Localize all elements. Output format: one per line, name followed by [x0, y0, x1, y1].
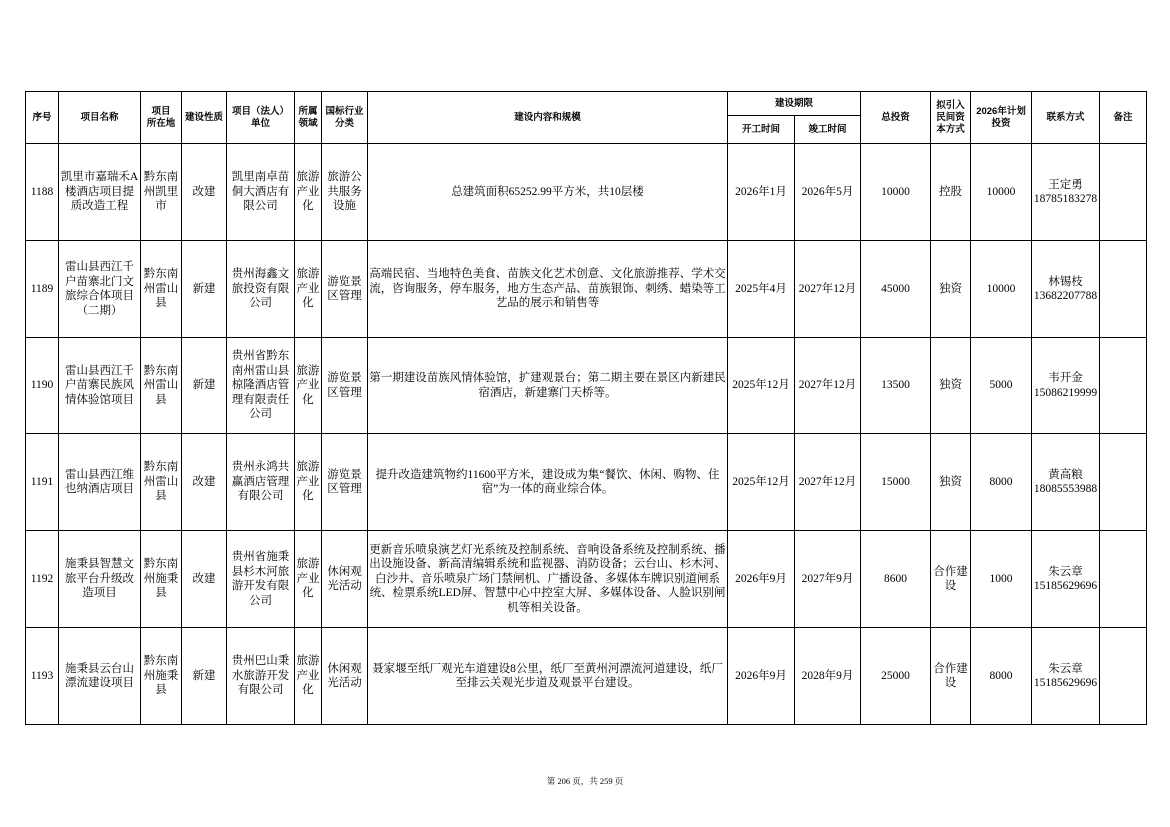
total-investment-cell: 25000	[861, 628, 931, 725]
contact-phone: 18785183278	[1033, 193, 1098, 205]
plan-investment-cell: 10000	[971, 144, 1032, 241]
content-cell: 第一期建设苗族风情体验馆，扩建观景台；第二期主要在景区内新建民宿酒店，新建寨门天桥等。	[368, 338, 728, 434]
seq-cell: 1188	[26, 144, 59, 241]
start-time-cell: 2026年9月	[728, 628, 795, 725]
project-name-cell: 施秉县智慧文旅平台升级改造项目	[59, 531, 141, 628]
table-row	[26, 144, 1147, 241]
header-row	[26, 92, 1147, 116]
table-row	[26, 434, 1147, 531]
project-table	[25, 91, 1147, 725]
seq-cell: 1192	[26, 531, 59, 628]
industry-cell: 游览景区管理	[322, 434, 368, 531]
contact-name: 黄高粮	[1048, 468, 1083, 481]
industry-cell: 游览景区管理	[322, 241, 368, 338]
end-time-cell: 2028年9月	[795, 628, 861, 725]
header-capital-mode: 拟引入民间资本方式	[931, 92, 971, 144]
contact-name: 朱云章	[1048, 565, 1083, 578]
location-cell: 黔东南州雷山县	[141, 241, 182, 338]
header-period: 建设期限	[728, 92, 861, 116]
table-row	[26, 628, 1147, 725]
table-row	[26, 531, 1147, 628]
unit-cell: 贵州海鑫文旅投资有限公司	[227, 241, 295, 338]
industry-cell: 旅游公共服务设施	[322, 144, 368, 241]
contact-cell	[1032, 434, 1100, 531]
content-cell: 总建筑面积65252.99平方米，共10层楼	[368, 144, 728, 241]
note-cell	[1100, 531, 1147, 628]
location-cell: 黔东南州凯里市	[141, 144, 182, 241]
plan-investment-cell: 8000	[971, 628, 1032, 725]
location-cell: 黔东南州雷山县	[141, 338, 182, 434]
nature-cell: 新建	[182, 628, 227, 725]
start-time-cell: 2026年1月	[728, 144, 795, 241]
header-unit: 项目（法人）单位	[227, 92, 295, 144]
total-investment-cell: 13500	[861, 338, 931, 434]
start-time-cell: 2026年9月	[728, 531, 795, 628]
unit-cell: 贵州省施秉县杉木河旅游开发有限公司	[227, 531, 295, 628]
plan-investment-cell: 5000	[971, 338, 1032, 434]
end-time-cell: 2027年12月	[795, 434, 861, 531]
contact-phone: 18085553988	[1033, 483, 1098, 495]
capital-mode-cell: 独资	[931, 434, 971, 531]
unit-cell: 贵州省黔东南州雷山县椋隆酒店管理有限责任公司	[227, 338, 295, 434]
header-nature: 建设性质	[182, 92, 227, 144]
project-name-cell: 凯里市嘉瑞禾A楼酒店项目提质改造工程	[59, 144, 141, 241]
plan-investment-cell: 10000	[971, 241, 1032, 338]
contact-phone: 15185629696	[1033, 580, 1098, 592]
note-cell	[1100, 144, 1147, 241]
capital-mode-cell: 合作建设	[931, 531, 971, 628]
nature-cell: 新建	[182, 338, 227, 434]
capital-mode-cell: 控股	[931, 144, 971, 241]
note-cell	[1100, 241, 1147, 338]
project-name-cell: 雷山县西江千户苗寨北门文旅综合体项目（二期）	[59, 241, 141, 338]
capital-mode-cell: 合作建设	[931, 628, 971, 725]
header-seq: 序号	[26, 92, 59, 144]
start-time-cell: 2025年4月	[728, 241, 795, 338]
contact-phone: 15086219999	[1033, 386, 1098, 399]
location-cell: 黔东南州施秉县	[141, 531, 182, 628]
header-contact: 联系方式	[1032, 92, 1100, 144]
domain-cell: 旅游产业化	[295, 628, 322, 725]
location-cell: 黔东南州施秉县	[141, 628, 182, 725]
header-location: 项目 所在地	[141, 92, 182, 144]
total-investment-cell: 15000	[861, 434, 931, 531]
contact-name: 朱云章	[1048, 662, 1083, 675]
end-time-cell: 2027年9月	[795, 531, 861, 628]
seq-cell: 1189	[26, 241, 59, 338]
plan-investment-cell: 8000	[971, 434, 1032, 531]
location-cell: 黔东南州雷山县	[141, 434, 182, 531]
header-total: 总投资	[861, 92, 931, 144]
end-time-cell: 2027年12月	[795, 338, 861, 434]
start-time-cell: 2025年12月	[728, 434, 795, 531]
capital-mode-cell: 独资	[931, 338, 971, 434]
header-domain: 所属领域	[295, 92, 322, 144]
total-investment-cell: 45000	[861, 241, 931, 338]
note-cell	[1100, 434, 1147, 531]
contact-cell	[1032, 144, 1100, 241]
content-cell: 高端民宿、当地特色美食、苗族文化艺术创意、文化旅游推荐、学术交流，咨询服务，停车服务，地方生态产品、苗族银饰、刺绣、蜡染等工艺品的展示和销售等	[368, 241, 728, 338]
total-investment-cell: 8600	[861, 531, 931, 628]
start-time-cell: 2025年12月	[728, 338, 795, 434]
plan-investment-cell: 1000	[971, 531, 1032, 628]
industry-cell: 休闲观光活动	[322, 628, 368, 725]
nature-cell: 改建	[182, 531, 227, 628]
end-time-cell: 2026年5月	[795, 144, 861, 241]
header-start-time: 开工时间	[728, 116, 795, 144]
page-footer: 第 206 页，共 259 页	[546, 776, 624, 786]
table-row	[26, 338, 1147, 434]
nature-cell: 改建	[182, 434, 227, 531]
header-industry: 国标行业分类	[322, 92, 368, 144]
header-content: 建设内容和规模	[368, 92, 728, 144]
domain-cell: 旅游产业化	[295, 241, 322, 338]
end-time-cell: 2027年12月	[795, 241, 861, 338]
contact-cell	[1032, 241, 1100, 338]
content-cell: 提升改造建筑物约11600平方米，建设成为集“餐饮、休闲、购物、住宿”为一体的商业综合体。	[368, 434, 728, 531]
unit-cell: 贵州巴山秉水旅游开发有限公司	[227, 628, 295, 725]
project-name-cell: 雷山县西江千户苗寨民族风情体验馆项目	[59, 338, 141, 434]
industry-cell: 休闲观光活动	[322, 531, 368, 628]
unit-cell: 贵州永鸿共赢酒店管理有限公司	[227, 434, 295, 531]
note-cell	[1100, 338, 1147, 434]
project-name-cell: 施秉县云台山漂流建设项目	[59, 628, 141, 725]
contact-phone: 13682207788	[1033, 290, 1098, 302]
contact-cell	[1032, 338, 1100, 434]
header-project-name: 项目名称	[59, 92, 141, 144]
header-plan-investment: 2026年计划投资	[971, 92, 1032, 144]
industry-cell: 游览景区管理	[322, 338, 368, 434]
domain-cell: 旅游产业化	[295, 338, 322, 434]
contact-cell	[1032, 628, 1100, 725]
project-name-cell: 雷山县西江维也纳酒店项目	[59, 434, 141, 531]
header-end-time: 竣工时间	[795, 116, 861, 144]
contact-name: 王定勇	[1048, 178, 1083, 191]
domain-cell: 旅游产业化	[295, 144, 322, 241]
table-row	[26, 241, 1147, 338]
capital-mode-cell: 独资	[931, 241, 971, 338]
total-investment-cell: 10000	[861, 144, 931, 241]
contact-cell	[1032, 531, 1100, 628]
seq-cell: 1193	[26, 628, 59, 725]
note-cell	[1100, 628, 1147, 725]
domain-cell: 旅游产业化	[295, 434, 322, 531]
seq-cell: 1191	[26, 434, 59, 531]
nature-cell: 新建	[182, 241, 227, 338]
contact-name: 林锡枝	[1048, 275, 1083, 288]
unit-cell: 凯里南卓苗侗大酒店有限公司	[227, 144, 295, 241]
header-note: 备注	[1100, 92, 1147, 144]
contact-phone: 15185629696	[1033, 677, 1098, 689]
content-cell: 聂家堰至纸厂观光车道建设8公里，纸厂至黄州河漂流河道建设，纸厂至排云关观光步道及观景平台建设。	[368, 628, 728, 725]
content-cell: 更新音乐喷泉演艺灯光系统及控制系统、音响设备系统及控制系统、播出设施设备、新高清编辑系统和监视器、消防设备；云台山、杉木河、白沙井、音乐喷泉广场门禁闸机、广播设备、多媒体车牌识别道闸系统、检票系统LED屏、智慧中心中控室大屏、多媒体设备、人脸识别闸机等相关设备。	[368, 531, 728, 628]
domain-cell: 旅游产业化	[295, 531, 322, 628]
seq-cell: 1190	[26, 338, 59, 434]
nature-cell: 改建	[182, 144, 227, 241]
contact-name: 韦开金	[1048, 372, 1083, 384]
